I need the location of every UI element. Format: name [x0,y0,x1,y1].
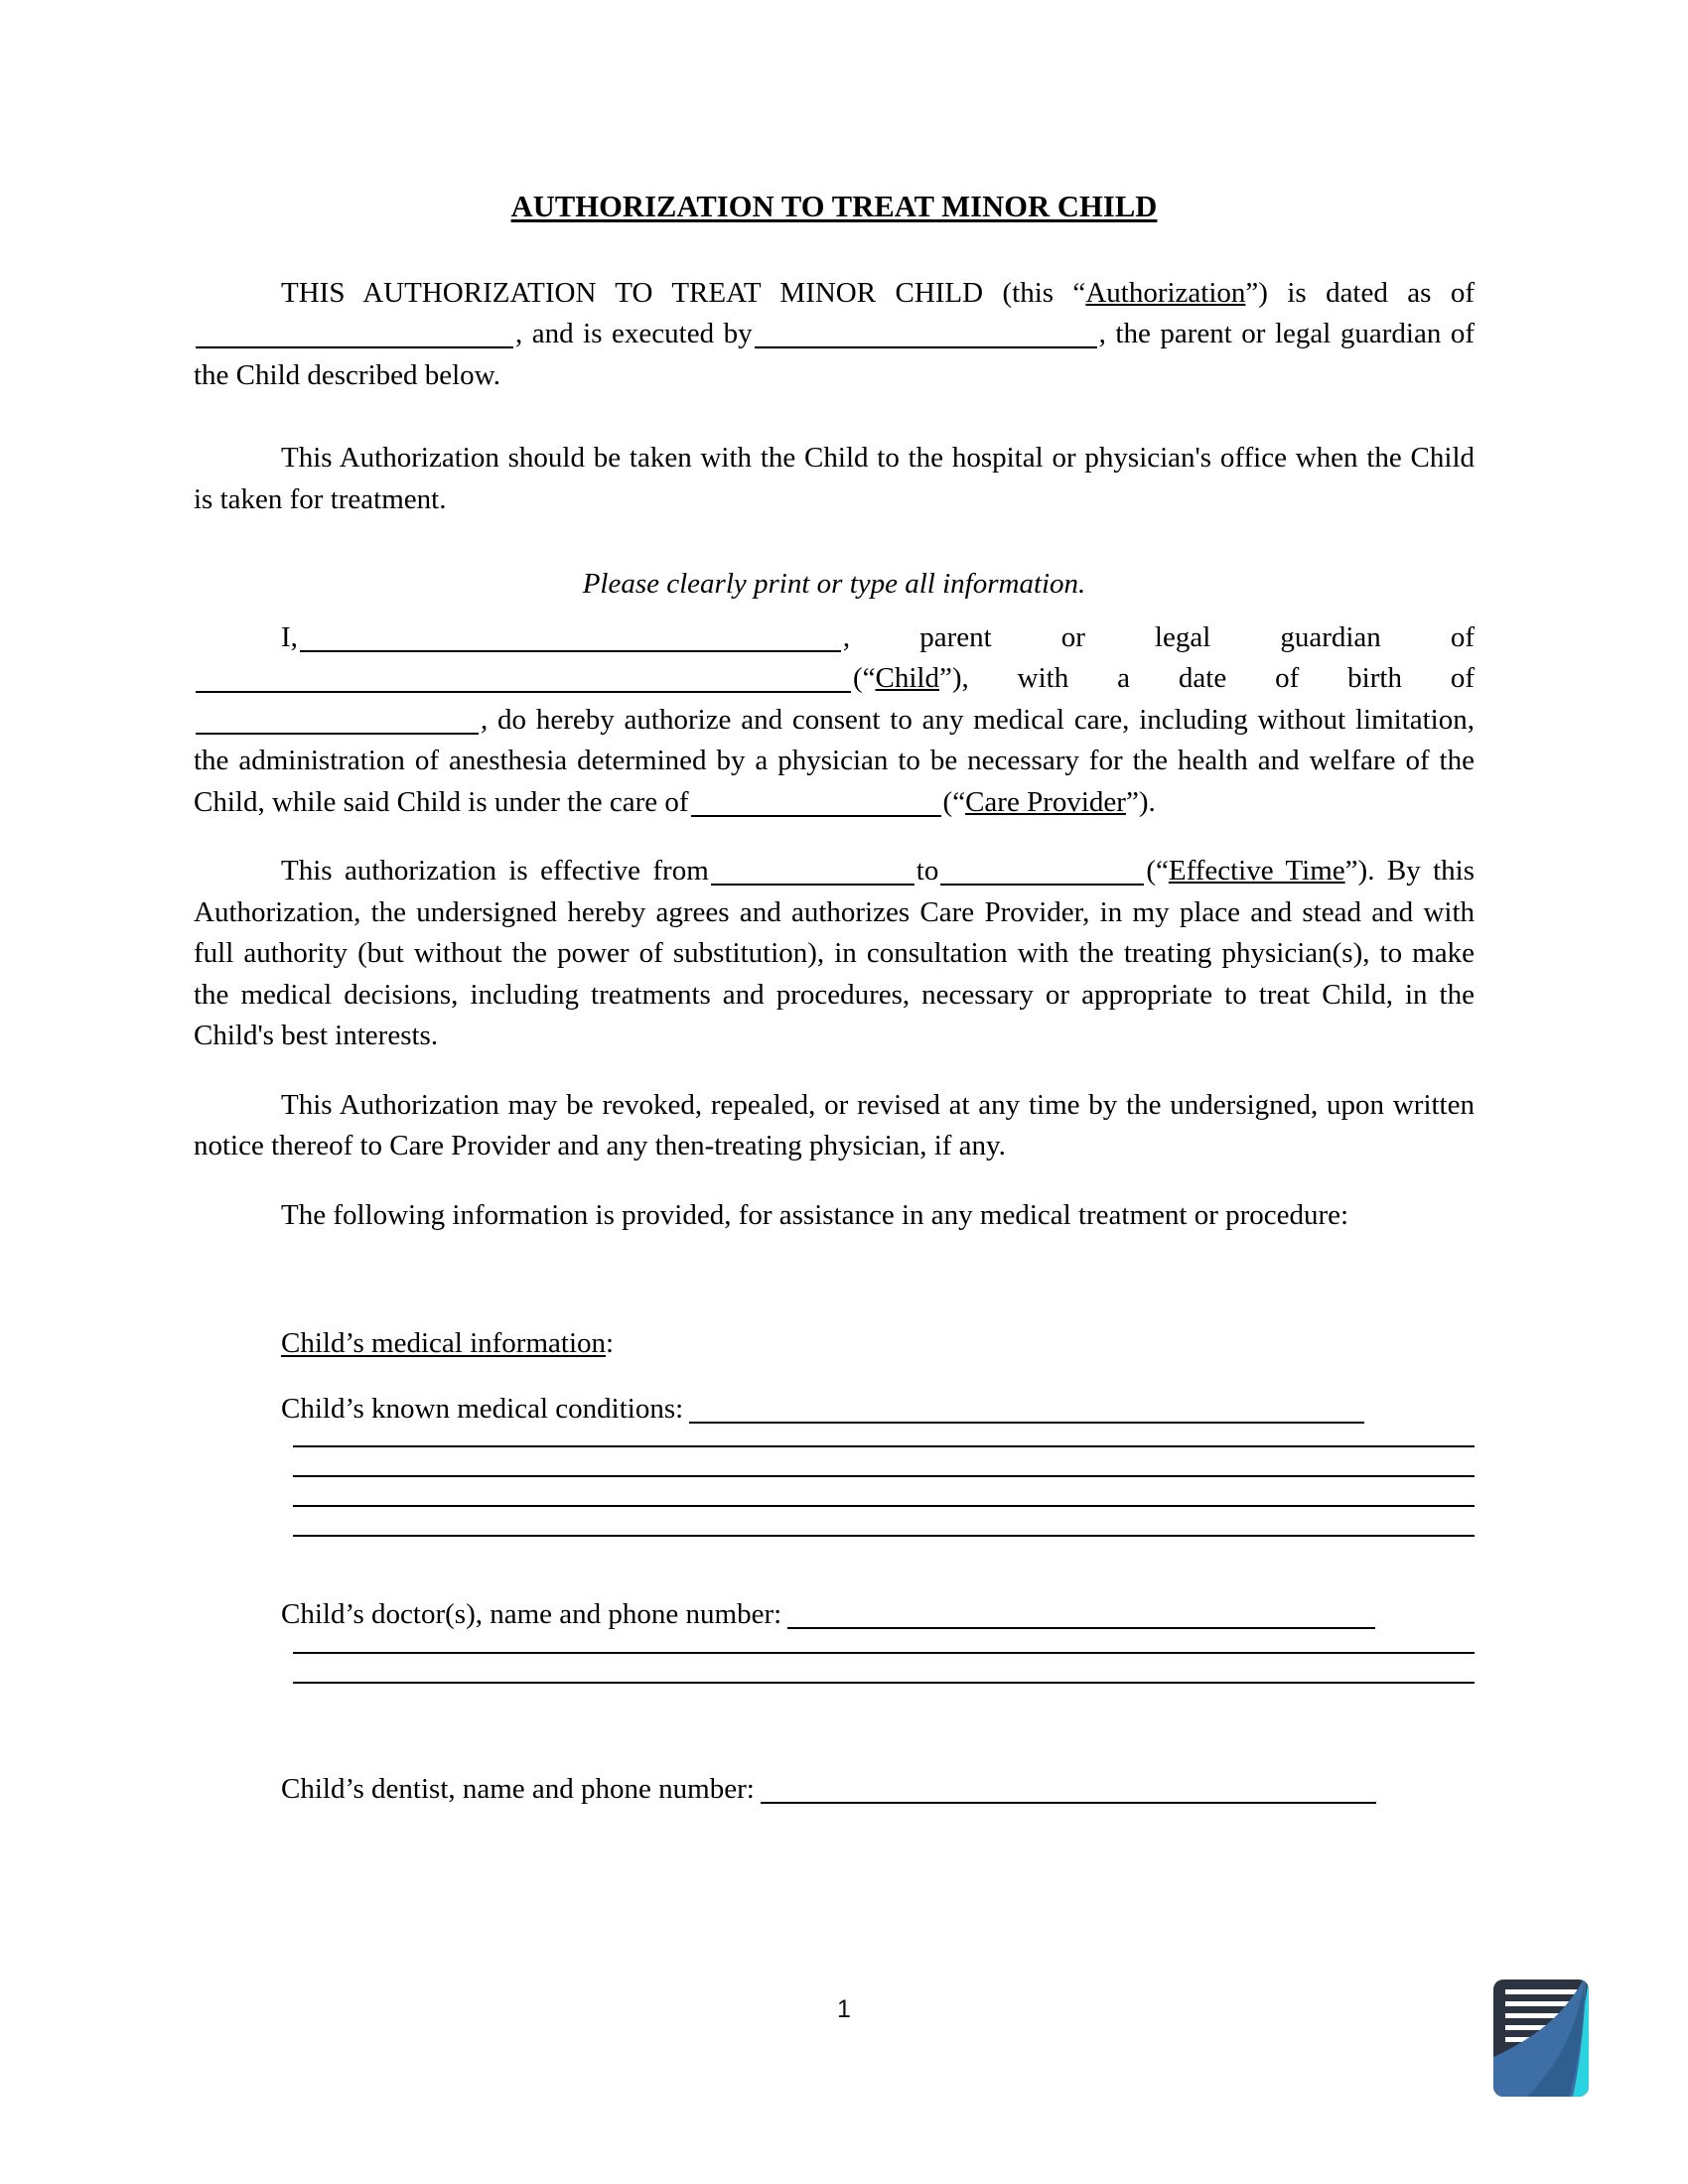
field-label-known-conditions [194,1389,1475,1431]
field-label-dentist [194,1769,1475,1811]
blank-parent-name[interactable] [300,622,841,652]
field-label-text: Child’s dentist, name and phone number: [281,1772,755,1805]
blank-known-conditions[interactable] [689,1394,1364,1424]
effective-s2: to [915,855,939,887]
field-label-text: Child’s doctor(s), name and phone number: [281,1598,782,1631]
defined-term-effective-time: Effective Time [1168,855,1345,887]
consent-s2: , parent or legal guardian of [842,620,1475,653]
blank-date-of-birth[interactable] [196,705,479,735]
consent-s1: I, [281,620,298,653]
paragraph-consent [194,617,1475,824]
section-heading-medical-information [194,1323,1475,1365]
consent-s6: (“ [942,785,966,818]
take-with-child-text: This Authorization should be taken with the Child to the hospital or physician's office when the Child is taken for treatment. [194,442,1475,515]
consent-s5: , do hereby authorize and consent to any medical care, including without limitation, the administration of anesthesia determined by a physician to be necessary for the health and welfare of the Child, while said Child is under the care of [194,703,1475,818]
page-number: 1 [837,1995,851,2023]
document-content [194,0,1475,1810]
page-title [194,0,1475,225]
paragraph-intro [194,273,1475,397]
intro-mid: , and is executed by [515,318,753,350]
blank-child-name[interactable] [196,664,851,694]
blank-executed-by[interactable] [755,320,1097,349]
paragraph-effective [194,851,1475,1057]
blank-dentist[interactable] [761,1774,1376,1804]
blank-doctors[interactable] [787,1600,1375,1630]
blank-effective-to[interactable] [940,857,1144,887]
consent-s7: ”). [1125,785,1156,818]
blank-date[interactable] [196,320,513,349]
intro-tail: , the parent or legal guardian of the Child described below. [194,318,1476,391]
defined-term-care-provider: Care Provider [965,785,1126,818]
blank-care-provider[interactable] [691,787,941,817]
effective-s3: (“ [1146,855,1169,887]
intro-after-term: ”) is dated as of [1245,276,1475,309]
section-heading-colon: : [606,1327,615,1360]
paragraph-following-info [194,1195,1475,1237]
revocation-text: This Authorization may be revoked, repealed, or revised at any time by the undersigned, upon written notice thereof to Care Provider and any then-treating physician, if any. [194,1088,1475,1162]
page-title-text: AUTHORIZATION TO TREAT MINOR CHILD [510,190,1158,223]
document-logo-icon [1481,1966,1601,2100]
consent-s3: (“ [853,662,876,695]
document-logo [1481,1966,1601,2100]
print-notice: Please clearly print or type all information. [582,568,1086,601]
paragraph-revocation [194,1085,1475,1167]
consent-s4: ”), with a date of birth of [939,662,1475,695]
blank-effective-from[interactable] [711,857,914,887]
section-heading-text: Child’s medical information [281,1327,607,1360]
intro-lead: THIS AUTHORIZATION TO TREAT MINOR CHILD (this “ [281,276,1086,309]
paragraph-take-with-child [194,438,1475,520]
defined-term-child: Child [875,662,939,695]
field-label-text: Child’s known medical conditions: [281,1392,684,1425]
following-info-text: The following information is provided, for assistance in any medical treatment or procedure: [281,1198,1349,1231]
defined-term-authorization: Authorization [1085,276,1246,309]
field-label-doctors [194,1594,1475,1636]
effective-s1: This authorization is effective from [281,855,709,887]
effective-s4: ”). By this Authorization, the undersigned hereby agrees and authorizes Care Provider, in my place and stead and with full authority (but without the power of substitution), in consultation with the treating physician(s), to make the medical decisions, including treatments and procedures, necessary or appropriate to treat Child, in the Child's best interests. [194,855,1475,1052]
